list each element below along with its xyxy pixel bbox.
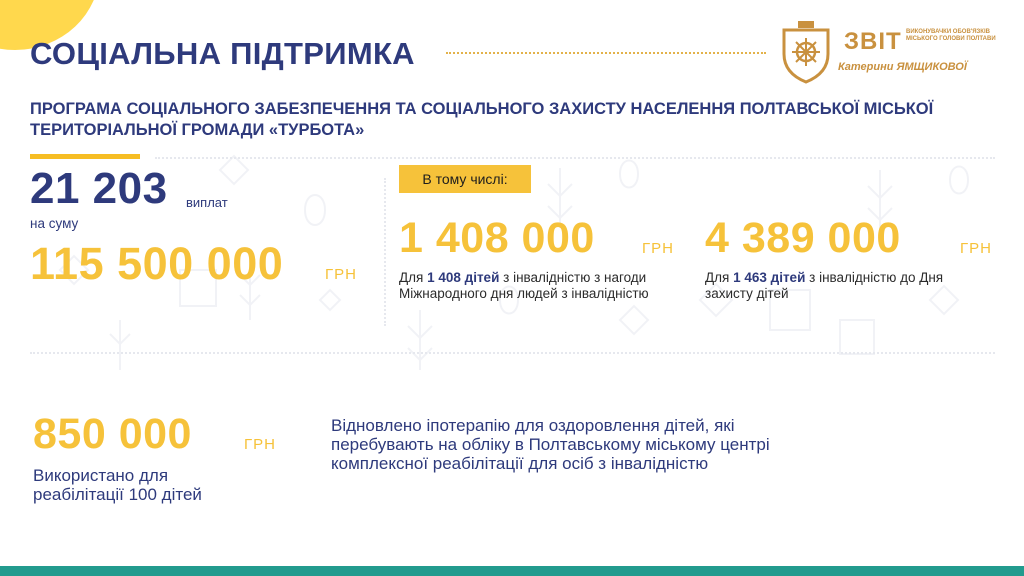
including-amount-1: 1 408 000 (399, 214, 595, 262)
program-title: ПРОГРАМА СОЦІАЛЬНОГО ЗАБЕЗПЕЧЕННЯ ТА СОЦІАЛЬНОГО ЗАХИСТУ НАСЕЛЕННЯ ПОЛТАВСЬКОЇ МІСЬКОЇ ТЕРИТОРІАЛЬНОЇ ГРОМАДИ «ТУРБОТА» (30, 100, 934, 139)
including-unit-2: ГРН (960, 240, 992, 257)
including-description-2: Для 1 463 дітей з інвалідністю до Дня захисту дітей (705, 270, 944, 301)
title-dotted-divider (446, 52, 766, 54)
including-amount-2: 4 389 000 (705, 214, 901, 262)
payments-sum-label: на суму (30, 216, 79, 231)
rehab-used-text: Використано для реабілітації 100 дітей (33, 466, 202, 504)
rehab-restored-text: Відновлено іпотерапію для оздоровлення дітей, які перебувають на обліку в Полтавському міському центрі комплексної реабілітації для осіб з інвалідністю (331, 416, 770, 473)
city-emblem-icon (776, 18, 836, 84)
logo-caption: ВИКОНУВАЧКИ ОБОВ'ЯЗКІВ МІСЬКОГО ГОЛОВИ ПОЛТАВИ (906, 29, 996, 42)
payments-sum-unit: ГРН (325, 266, 357, 283)
report-logo (776, 18, 1016, 84)
including-description-1: Для 1 408 дітей з інвалідністю з нагоди Міжнародного дня людей з інвалідністю (399, 270, 649, 301)
page-title: СОЦІАЛЬНА ПІДТРИМКА (30, 36, 415, 71)
including-unit-1: ГРН (642, 240, 674, 257)
accent-bar (30, 154, 140, 159)
section-dotted-divider (155, 157, 995, 159)
rehab-amount: 850 000 (33, 410, 192, 458)
logo-word: ЗВІТ (844, 28, 902, 55)
logo-name: Катерини ЯМЩИКОВОЇ (838, 61, 967, 73)
vertical-dotted-divider (384, 178, 386, 326)
payments-sum: 115 500 000 (30, 238, 284, 289)
bottom-teal-bar (0, 566, 1024, 576)
horizontal-dotted-divider (30, 352, 995, 354)
payments-count: 21 203 (30, 164, 168, 213)
including-badge: В тому числі: (399, 165, 531, 193)
payments-count-unit: виплат (186, 195, 228, 210)
rehab-unit: ГРН (244, 436, 276, 453)
